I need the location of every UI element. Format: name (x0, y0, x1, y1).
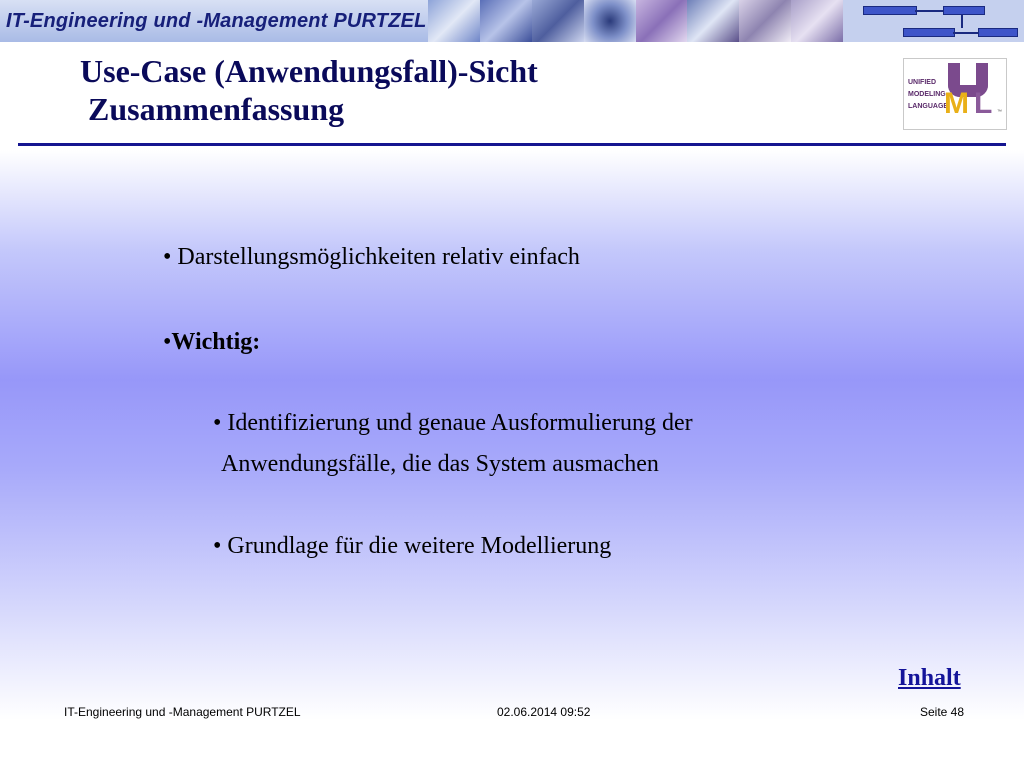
slide-title-line2: Zusammenfassung (88, 91, 345, 127)
header-banner (0, 0, 1024, 42)
sub-bullet-grundlage: • Grundlage für die weitere Modellierung (213, 533, 612, 559)
bullet-wichtig-label: Wichtig: (171, 329, 261, 355)
title-underline (18, 143, 1006, 146)
footer-datetime: 02.06.2014 09:52 (497, 705, 591, 719)
bullet-wichtig: •Wichtig: (163, 329, 261, 355)
uml-logo-m-letter: M (944, 87, 969, 120)
slide-title-line1: Use-Case (Anwendungsfall)-Sicht (80, 53, 538, 89)
sub-bullet-identifizierung-line2: Anwendungsfälle, die das System ausmachen (221, 451, 659, 477)
uml-logo-trademark: ™ (997, 109, 1002, 115)
footer-company: IT-Engineering und -Management PURTZEL (64, 705, 301, 719)
uml-logo-l-letter: L (974, 87, 993, 120)
banner-diagram-graphic (843, 0, 1024, 42)
uml-logo (903, 58, 1007, 130)
footer-page-number: Seite 48 (920, 705, 965, 719)
banner-photo-strip (428, 0, 843, 42)
inhalt-link[interactable]: Inhalt (898, 665, 961, 691)
company-logo-text: IT-Engineering und -Management PURTZEL (6, 9, 427, 32)
bullet-darstellung: • Darstellungsmöglichkeiten relativ einfach (163, 244, 580, 270)
slide-title (80, 52, 538, 128)
sub-bullet-identifizierung-line1: • Identifizierung und genaue Ausformulierung der (213, 410, 693, 436)
company-logo (0, 0, 428, 42)
uml-logo-text: UNIFIED MODELING LANGUAGE (908, 79, 949, 110)
